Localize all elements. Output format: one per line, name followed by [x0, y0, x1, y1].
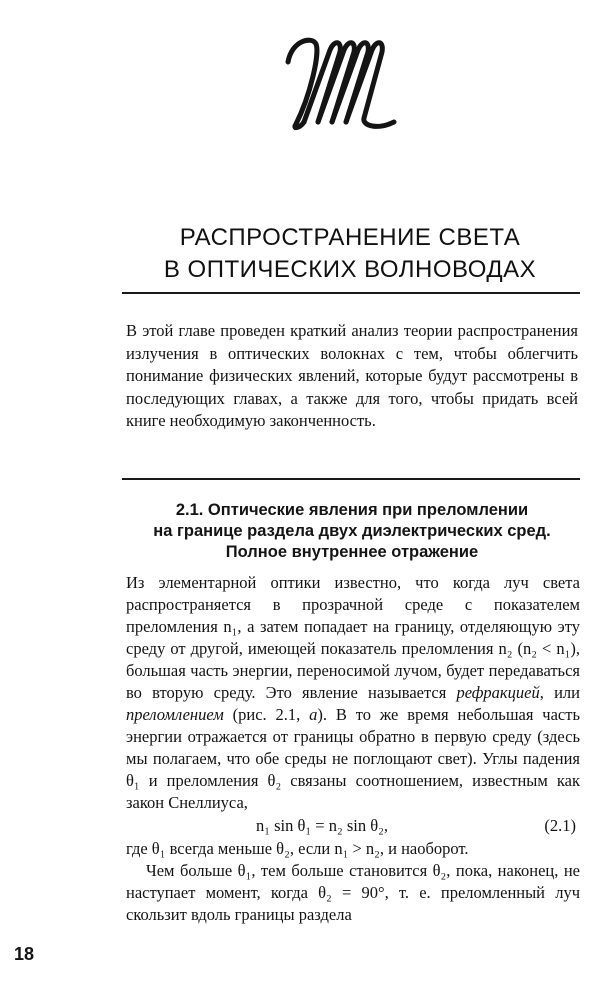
equation-expression: n₁ sin θ₁ = n₂ sin θ₂,: [256, 816, 389, 835]
paragraph-critical-angle: Чем больше θ₁, тем больше становится θ₂, пока, наконец, не наступает момент, когда θ₂ = 90°, т. е. преломленный луч скользит вдоль границы раздела: [126, 861, 580, 924]
section-heading: [122, 500, 582, 563]
chapter-title-line-2: В ОПТИЧЕСКИХ ВОЛНОВОДАХ: [163, 256, 537, 283]
term-refraction: рефракцией: [456, 683, 540, 702]
section-heading-line-3: Полное внутреннее отражение: [225, 543, 479, 561]
divider-rule-section: [122, 478, 580, 480]
chapter-number-ornament: [282, 26, 402, 136]
paragraph-snell-intro: Из элементарной оптики известно, что когда луч света распространяется в прозрачной среде с показателем преломления n₁, а затем попадает на границу, отделяющую эту среду от другой, имеющей показатель преломления n₂ (n₂ < n₁), большая часть энергии, переносимой лучом, будет передаваться во вторую среду. Это явление называется рефракцией, или преломлением (рис. 2.1, а). В то же время небольшая часть энергии отражается от границы обратно в первую среду (здесь мы полагаем, что обе среды не поглощают свет). Углы падения θ₁ и преломления θ₂ связаны соотношением, известным как закон Снеллиуса,: [126, 573, 580, 812]
section-body: [126, 572, 580, 926]
figure-ref-letter: а: [309, 705, 318, 724]
equation-2-1: [126, 814, 580, 838]
chapter-intro-paragraph: В этой главе проведен краткий анализ теории распространения излучения в оптических волокнах с тем, чтобы облегчить понимание физических явлений, которые будут рассмотрены в последующих главах, а также для того, чтобы придать всей книге необходимую законченность.: [126, 321, 578, 430]
paragraph-where: где θ₁ всегда меньше θ₂, если n₁ > n₂, и наоборот.: [126, 839, 469, 858]
equation-number: (2.1): [544, 816, 576, 835]
term-prelomlenie: преломлением: [126, 705, 224, 724]
section-heading-line-2: на границе раздела двух диэлектрических сред.: [153, 522, 551, 540]
divider-rule-top: [122, 292, 580, 294]
chapter-title-line-1: РАСПРОСТРАНЕНИЕ СВЕТА: [179, 224, 521, 251]
page-number: 18: [14, 944, 35, 964]
chapter-title: [122, 222, 578, 286]
section-heading-line-1: 2.1. Оптические явления при преломлении: [175, 501, 529, 519]
